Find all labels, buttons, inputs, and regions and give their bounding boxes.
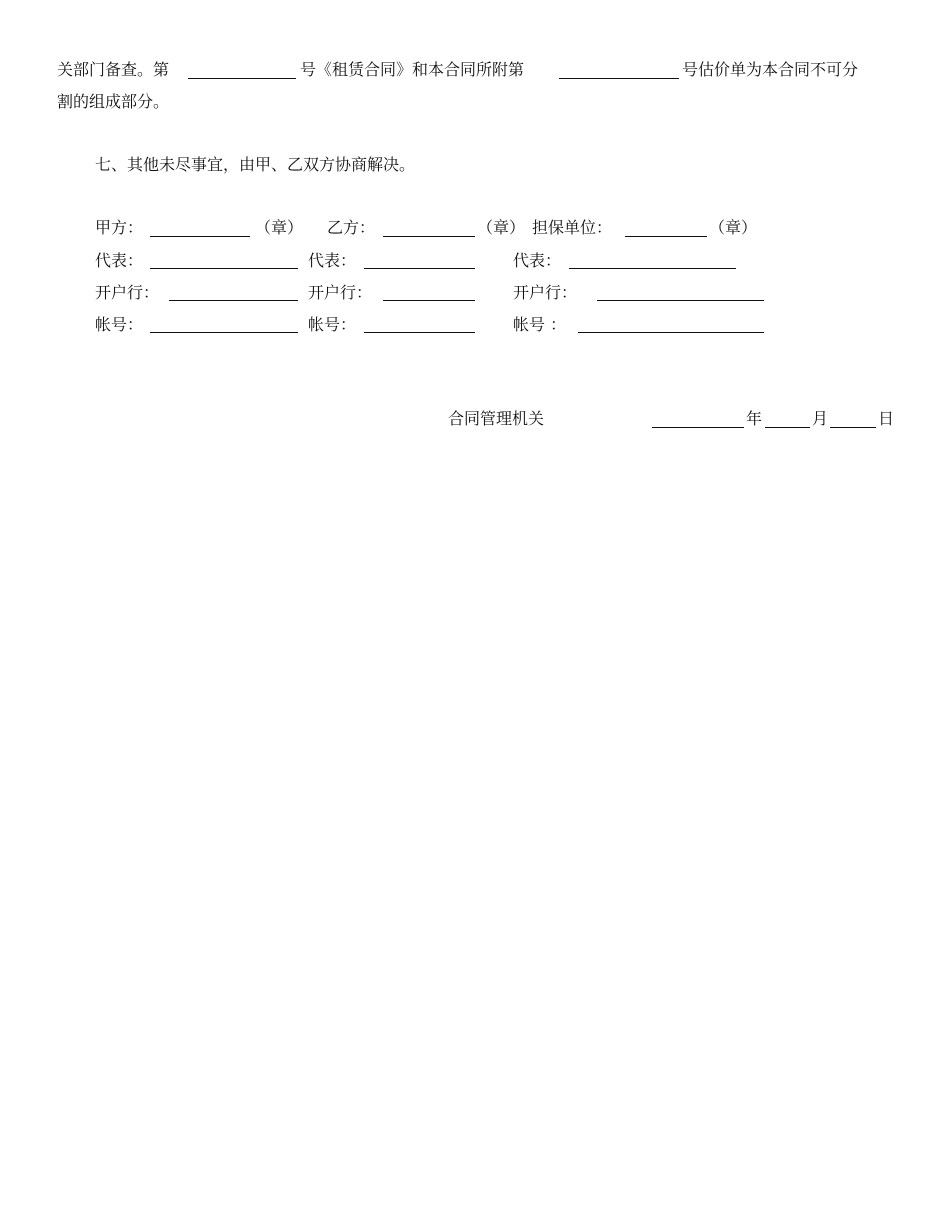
party-a-seal: （章） [255,218,304,237]
blank-contract-number [188,78,296,79]
party-b-seal: （章） [477,218,526,237]
party-b-bank-label: 开户行： [308,283,373,302]
month-blank [765,427,810,428]
party-a-account-blank [150,332,298,333]
blank-estimate-number [559,78,679,79]
year-blank [652,427,744,428]
guarantor-rep-blank [569,268,736,269]
paragraph-line2-text: 割的组成部分。 [57,92,170,111]
party-b-label: 乙方： [327,218,376,237]
paragraph-line1-text3: 号估价单为本合同不可分 [682,60,859,79]
guarantor-rep-label: 代表： [513,251,562,270]
guarantor-account-label: 帐号 ： [513,315,567,334]
guarantor-account-blank [578,332,764,333]
party-a-account-label: 帐号： [95,315,144,334]
year-label: 年 [746,409,763,428]
party-a-bank-label: 开户行： [95,283,160,302]
paragraph-line1-text2: 号《租赁合同》和本合同所附第 [300,60,525,79]
guarantor-bank-blank [597,300,764,301]
party-a-rep-blank [150,268,298,269]
party-b-rep-blank [364,268,475,269]
party-a-name-blank [150,236,250,237]
party-b-rep-label: 代表： [308,251,357,270]
party-b-name-blank [383,236,475,237]
party-a-rep-label: 代表： [95,251,144,270]
guarantor-name-blank [625,236,707,237]
party-a-label: 甲方： [95,218,144,237]
paragraph-line1-text1: 关部门备查。第 [57,60,170,79]
guarantor-label: 担保单位： [532,218,613,237]
party-b-bank-blank [383,300,475,301]
party-a-bank-blank [169,300,298,301]
clause-seven: 七、其他未尽事宜，由甲、乙双方协商解决。 [95,155,416,174]
guarantor-seal: （章） [709,218,758,237]
contract-authority-label: 合同管理机关 [448,409,545,428]
party-b-account-label: 帐号： [308,315,357,334]
guarantor-bank-label: 开户行： [513,283,578,302]
party-b-account-blank [364,332,475,333]
day-label: 日 [878,409,895,428]
month-label: 月 [812,409,829,428]
day-blank [830,427,876,428]
